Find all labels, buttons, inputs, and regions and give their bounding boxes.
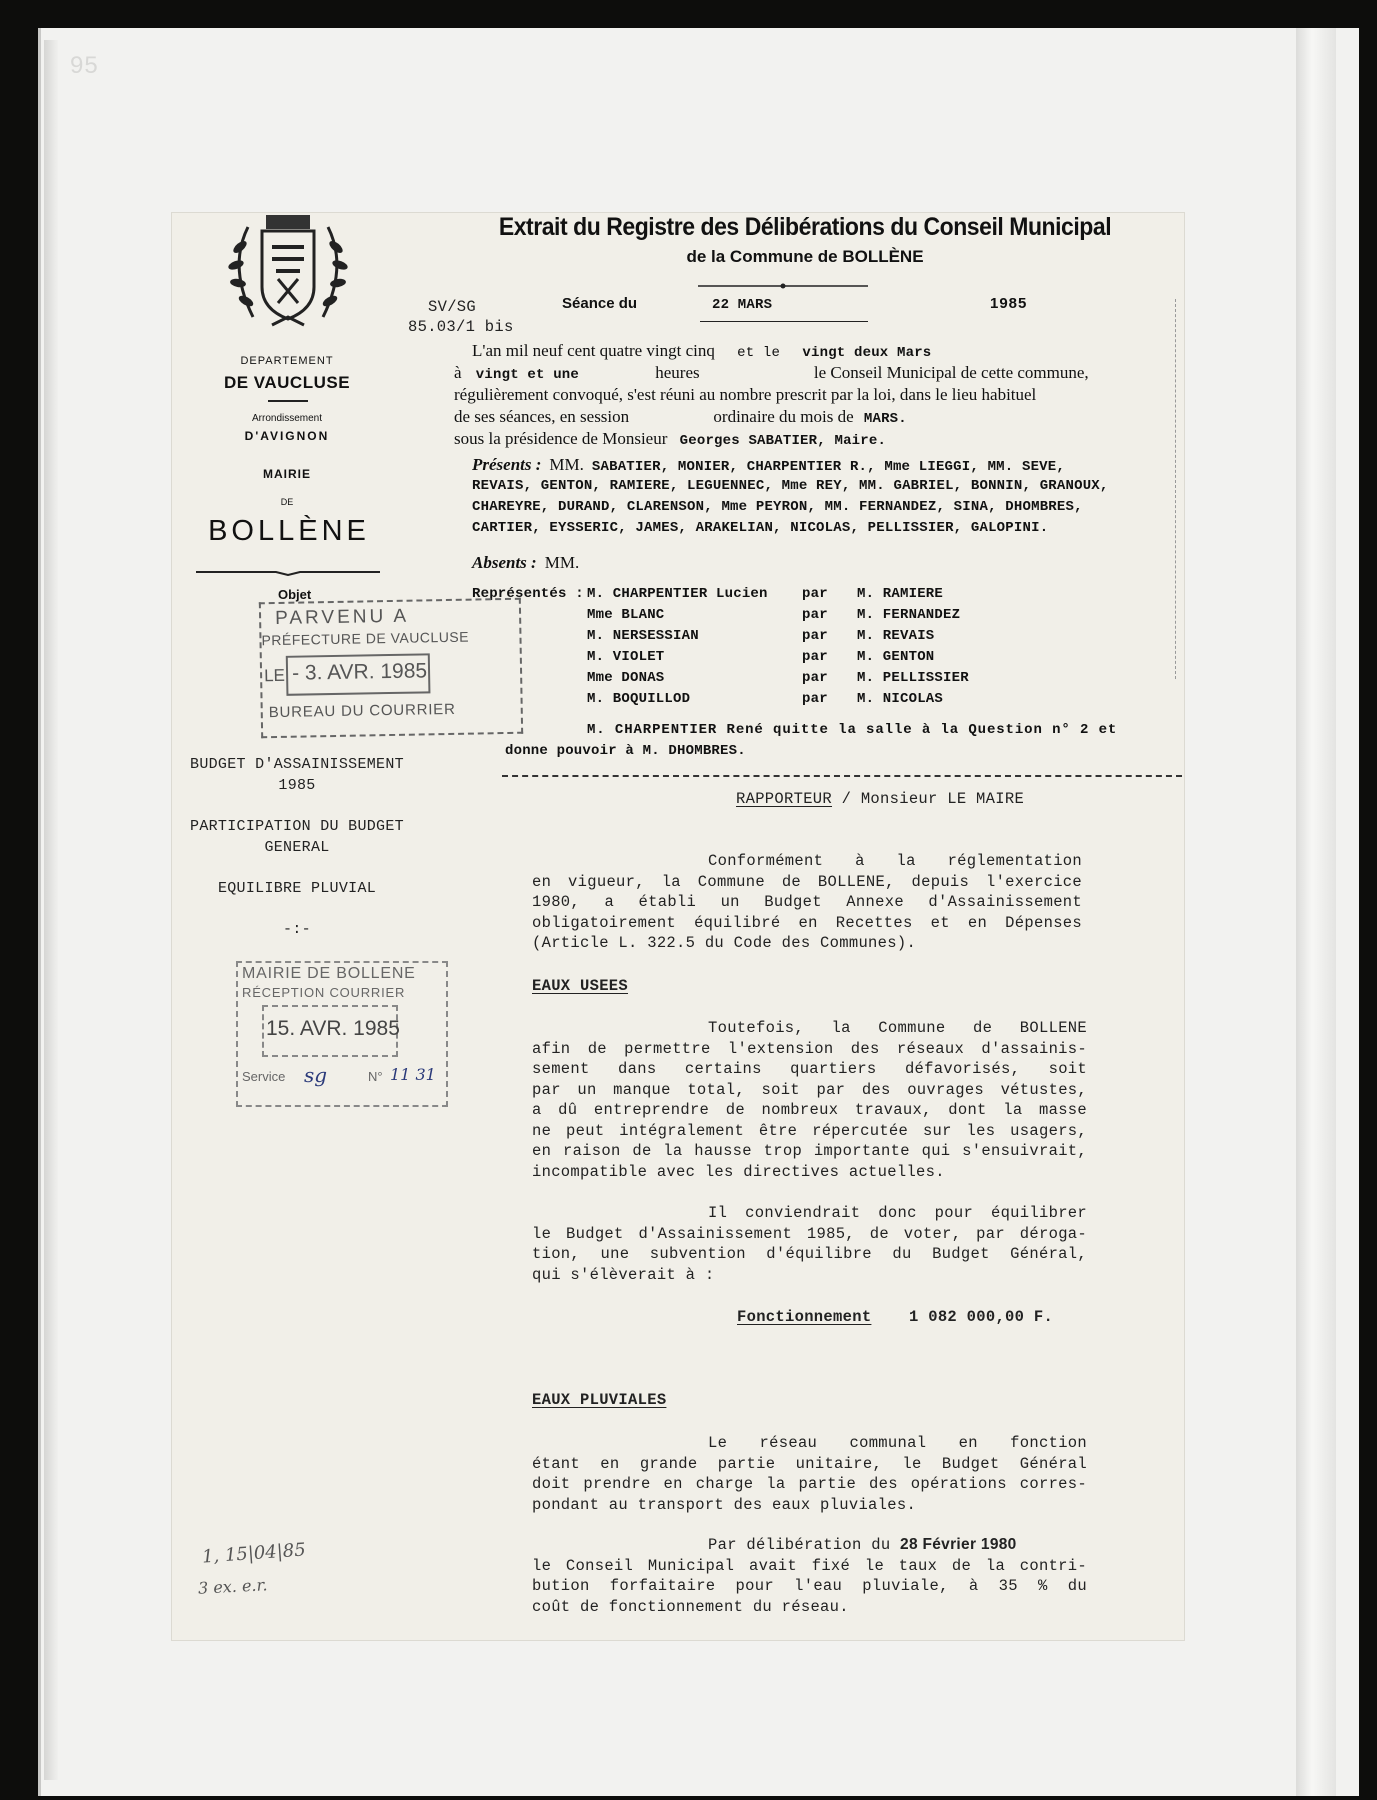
preamble-line-1 [472,341,931,361]
objet-line-5: EQUILIBRE PLUVIAL [217,880,377,897]
preamble-2d: le Conseil Municipal de cette commune, [813,363,1089,382]
represented-row [587,691,1007,712]
margin-rule [1175,299,1176,679]
p5-line-1 [708,1535,1087,1556]
coat-of-arms-icon [218,207,358,337]
preamble-4a: de ses séances, en session [454,407,630,426]
preamble-5a: sous la présidence de Monsieur [454,429,668,448]
p5-1b: 28 Février 1980 [900,1536,1017,1553]
absents-label: Absents : [472,553,537,572]
folio-mark: 95 [70,52,99,79]
p3-line: qui s'élèverait à : [532,1265,715,1284]
represented-proxy: M. FERNANDEZ [857,607,961,623]
mairie-service-value: sg [304,1063,328,1087]
binder-edge [44,40,58,1780]
arrondissement-label: Arrondissement [251,413,323,424]
presents-line-2: REVAIS, GENTON, RAMIERE, LEGUENNEC, Mme REY, MM. GABRIEL, BONNIN, GRANOUX, [472,478,1109,494]
handwritten-note-2: 3 ex. e.r. [197,1575,268,1598]
represented-par: par [802,691,828,707]
departement-name: DE VAUCLUSE [223,373,351,392]
p2-line: par un manque total, soit par des ouvrages vétustes, [532,1080,1087,1099]
p2-line: ne peut intégralement être répercutée sur les usagers, [532,1121,1087,1140]
presents-line-4: CARTIER, EYSSERIC, JAMES, ARAKELIAN, NICOLAS, PELLISSIER, GALOPINI. [472,520,1049,536]
p4-line: étant en grande partie unitaire, le Budget Général [532,1454,1087,1473]
heading-eaux-usees: EAUX USEES [532,977,629,995]
preamble-line-3: régulièrement convoqué, s'est réuni au nombre prescrit par la loi, dans le lieu habituel [454,385,1037,404]
p5-line: bution forfaitaire pour l'eau pluviale, à 35 % du [532,1577,1087,1595]
p2-line: sement dans certains quartiers défavorisés, soit [532,1060,1087,1078]
p2-line: a dû entreprendre de nombreux travaux, dont la masse [532,1101,1087,1119]
heading-eaux-pluviales: EAUX PLUVIALES [532,1391,667,1409]
document-sheet [172,213,1184,1640]
preamble-2b: vingt et une [475,367,580,383]
p5-line: coût de fonctionnement du réseau. [532,1597,849,1616]
body-p1 [532,851,1082,954]
presents-line-1 [472,455,1065,475]
represented-par: par [802,607,828,623]
represented-absent: M. CHARPENTIER Lucien [587,586,768,602]
fonctionnement-amount: 1 082 000,00 F. [909,1308,1054,1326]
mairie-stamp-line-2: RÉCEPTION COURRIER [242,985,406,1000]
represented-absent: Mme DONAS [587,670,665,686]
commune-name: BOLLÈNE [208,515,370,547]
represented-absent: M. VIOLET [587,649,665,665]
represented-proxy: M. RAMIERE [857,586,944,602]
body-p3 [532,1203,1087,1285]
preamble-line-2 [454,363,1174,383]
p2-line: en raison de la hausse trop importante qui s'ensuivrait, [532,1142,1087,1160]
mairie-stamp [236,961,448,1107]
departure-note-1: M. CHARPENTIER René quitte la salle à la Question n° 2 et [587,722,1118,738]
stamp-date: - 3. AVR. 1985 [291,659,428,685]
preamble-line-4 [454,407,907,427]
document-subtitle: de la Commune de BOLLÈNE [686,247,924,266]
stamp-bureau: BUREAU DU COURRIER [268,700,456,722]
departure-note-2: donne pouvoir à M. DHOMBRES. [505,743,746,759]
ref-code: SV/SG [428,298,477,316]
fonctionnement-label: Fonctionnement [737,1308,872,1326]
represented-row [587,607,1007,628]
title-ornament [698,276,868,282]
p2-line: Toutefois, la Commune de BOLLENE [708,1019,1087,1037]
rapporteur-line [736,790,1024,808]
objet-line-2: 1985 [278,777,316,794]
seance-label: Séance du [562,295,638,312]
preamble-2c: heures [655,363,700,382]
represented-par: par [802,586,828,602]
objet-label: Objet [278,587,312,602]
represented-row [587,628,1007,649]
absents-value: MM. [544,553,580,572]
fonctionnement-line [737,1308,1053,1326]
represented-par: par [802,670,828,686]
objet-separator: -:- [283,921,311,938]
represented-row [587,670,1007,691]
body-p5 [532,1535,1087,1617]
p1-line: obligatoirement équilibré en Recettes et en Dépenses [532,913,1082,932]
objet-line-3: PARTICIPATION DU BUDGET [190,818,404,835]
objet-line-1: BUDGET D'ASSAINISSEMENT [190,756,404,773]
representes-label: Représentés : [472,586,584,602]
preamble-5b: Georges SABATIER, Maire. [679,433,887,449]
divider [268,400,308,402]
represented-proxy: M. GENTON [857,649,935,665]
presents-label: Présents : [472,455,542,474]
ref-number: 85.03/1 bis [408,318,514,336]
represented-row [587,586,1007,607]
represented-absent: Mme BLANC [587,607,665,623]
mairie-service-label: Service [242,1069,286,1084]
represented-list [587,586,1007,712]
objet-line-4: GENERAL [264,839,330,856]
represented-par: par [802,649,828,665]
handwritten-note-1: 1, 15|04|85 [201,1539,307,1568]
seance-rule [700,321,868,322]
p3-line: tion, une subvention d'équilibre du Budget Général, [532,1245,1087,1263]
departement-label: DEPARTEMENT [240,355,334,367]
body-p2 [532,1018,1087,1182]
ornament-rule [196,563,380,571]
represented-proxy: M. PELLISSIER [857,670,969,686]
mairie-label: MAIRIE [263,467,311,481]
p2-line: incompatible avec les directives actuelles. [532,1162,945,1181]
seance-year: 1985 [990,295,1028,312]
arrondissement-name: D'AVIGNON [244,429,330,443]
mairie-numero-value: 11 31 [390,1065,436,1084]
preamble-line-5 [454,429,886,449]
presents-line-3: CHAREYRE, DURAND, CLARENSON, Mme PEYRON, MM. FERNANDEZ, SINA, DHOMBRES, [472,499,1083,515]
section-divider [502,775,1182,777]
p4-line: doit prendre en charge la partie des opérations corres- [532,1475,1087,1493]
de-label: DE [280,497,294,507]
represented-row [587,649,1007,670]
p1-line: en vigueur, la Commune de BOLLENE, depuis l'exercice [532,872,1082,891]
p2-line: afin de permettre l'extension des réseaux d'assainis- [532,1039,1087,1058]
represented-proxy: M. NICOLAS [857,691,944,707]
preamble-1b: et le [737,345,781,361]
rapporteur-value: / Monsieur LE MAIRE [841,790,1025,808]
preamble-1a: L'an mil neuf cent quatre vingt cinq [472,341,715,360]
p4-line: Le réseau communal en fonction [708,1434,1087,1452]
mairie-stamp-date: 15. AVR. 1985 [266,1017,400,1040]
stamp-le: LE [263,665,286,686]
represented-absent: M. NERSESSIAN [587,628,699,644]
p1-line: (Article L. 322.5 du Code des Communes). [532,934,917,952]
represented-proxy: M. REVAIS [857,628,935,644]
represented-par: par [802,628,828,644]
mairie-numero-label: N° [368,1069,383,1084]
preamble-4b: ordinaire du mois de [713,407,854,426]
presents-names: SABATIER, MONIER, CHARPENTIER R., Mme LIEGGI, MM. SEVE, [591,459,1065,475]
seance-date: 22 MARS [712,297,773,313]
p1-line: Conformément à la réglementation [708,852,1082,870]
presents-mm: MM. [549,455,584,474]
prefecture-stamp [259,598,523,739]
preamble-4c: MARS. [863,411,907,427]
body-p4 [532,1433,1087,1515]
p5-line: le Conseil Municipal avait fixé le taux de la contri- [532,1556,1087,1575]
rapporteur-label: RAPPORTEUR [736,790,833,808]
absents-line [472,553,579,573]
p5-1a: Par délibération du [708,1536,891,1554]
p1-line: 1980, a établi un Budget Annexe d'Assainissement [532,893,1082,911]
binder-gutter [1296,28,1336,1796]
stamp-line-2: PRÉFECTURE DE VAUCLUSE [261,628,470,649]
stamp-line-1: PARVENU A [274,605,410,630]
p3-line: Il conviendrait donc pour équilibrer [708,1204,1087,1222]
preamble-1c: vingt deux Mars [802,345,932,361]
p4-line: pondant au transport des eaux pluviales. [532,1495,917,1514]
preamble-2a: à [454,363,462,382]
p3-line: le Budget d'Assainissement 1985, de voter, par déroga- [532,1224,1087,1243]
represented-absent: M. BOQUILLOD [587,691,691,707]
document-title: Extrait du Registre des Délibérations du Conseil Municipal [498,213,1112,241]
mairie-stamp-line-1: MAIRIE DE BOLLENE [242,965,416,982]
